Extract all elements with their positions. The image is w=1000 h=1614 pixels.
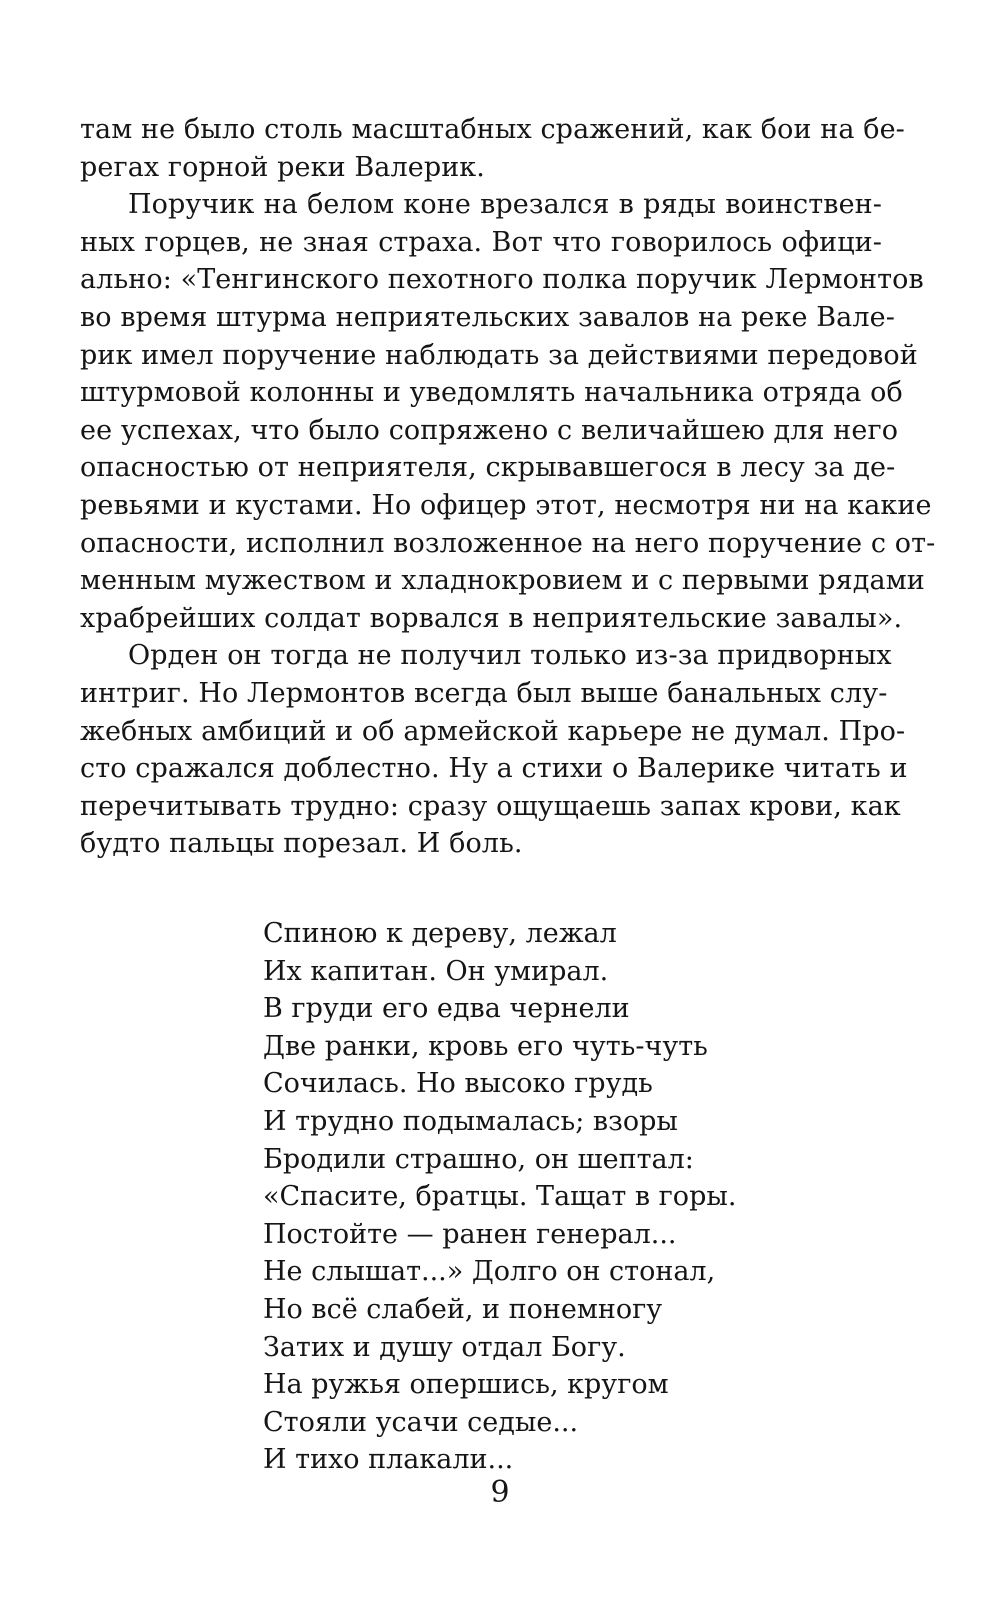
prose-line: ревьями и кустами. Но офицер этот, несмотря ни на какие [80, 489, 932, 521]
prose-line: ных горцев, не зная страха. Вот что говорилось офици- [80, 226, 882, 258]
poem-line: И тихо плакали... [263, 1444, 514, 1476]
poem-line: Не слышат...» Долго он стонал, [263, 1256, 716, 1288]
prose-line: жебных амбиций и об армейской карьере не думал. Про- [80, 715, 906, 747]
prose-line: сто сражался доблестно. Ну а стихи о Валерике читать и [80, 753, 908, 785]
prose-line: опасности, исполнил возложенное на него поручение с от- [80, 527, 936, 559]
prose-line: рик имел поручение наблюдать за действиями передовой [80, 339, 918, 371]
poem-line: Их капитан. Он умирал. [263, 955, 609, 987]
poem-line: Спиною к дереву, лежал [263, 918, 617, 949]
prose-block [80, 111, 936, 863]
prose-line: во время штурма неприятельских завалов на реке Вале- [80, 301, 895, 333]
poem-line: Сочилась. Но высоко грудь [263, 1068, 653, 1100]
poem-line: И трудно подымалась; взоры [263, 1105, 678, 1137]
poem-line: На ружья опершись, кругом [263, 1369, 669, 1401]
prose-line: опасностью от неприятеля, скрывавшегося в лесу за де- [80, 452, 896, 484]
poem-line: Постойте — ранен генерал... [263, 1218, 677, 1250]
prose-line: храбрейших солдат ворвался в неприятельские завалы». [80, 602, 903, 634]
prose-line: ее успехах, что было сопряжено с величайшею для него [80, 414, 899, 446]
poem-line: Две ранки, кровь его чуть-чуть [263, 1030, 708, 1062]
poem-line: Затих и душу отдал Богу. [263, 1331, 626, 1363]
poem-line: Бродили страшно, он шептал: [263, 1143, 694, 1175]
page-number: 9 [490, 1475, 510, 1510]
poem-line: Стояли усачи седые... [263, 1406, 579, 1438]
prose-line: перечитывать трудно: сразу ощущаешь запах крови, как [80, 790, 901, 822]
prose-line: штурмовой колонны и уведомлять начальника отряда об [80, 377, 903, 409]
prose-line: интриг. Но Лермонтов всегда был выше банальных слу- [80, 677, 888, 709]
poem-line: «Спасите, братцы. Тащат в горы. [263, 1181, 737, 1213]
prose-line: регах горной реки Валерик. [80, 151, 485, 183]
prose-line: Орден он тогда не получил только из-за придворных [128, 640, 892, 672]
poem-block [263, 915, 736, 1479]
prose-line: Поручик на белом коне врезался в ряды воинствен- [128, 189, 882, 221]
prose-line: ально: «Тенгинского пехотного полка поручик Лермонтов [80, 264, 924, 296]
prose-line: будто пальцы порезал. И боль. [80, 828, 523, 860]
poem-line: Но всё слабей, и понемногу [263, 1293, 663, 1325]
prose-line: менным мужеством и хладнокровием и с первыми рядами [80, 565, 925, 597]
prose-line: там не было столь масштабных сражений, как бои на бе- [80, 114, 905, 145]
poem-line: В груди его едва чернели [263, 993, 630, 1025]
